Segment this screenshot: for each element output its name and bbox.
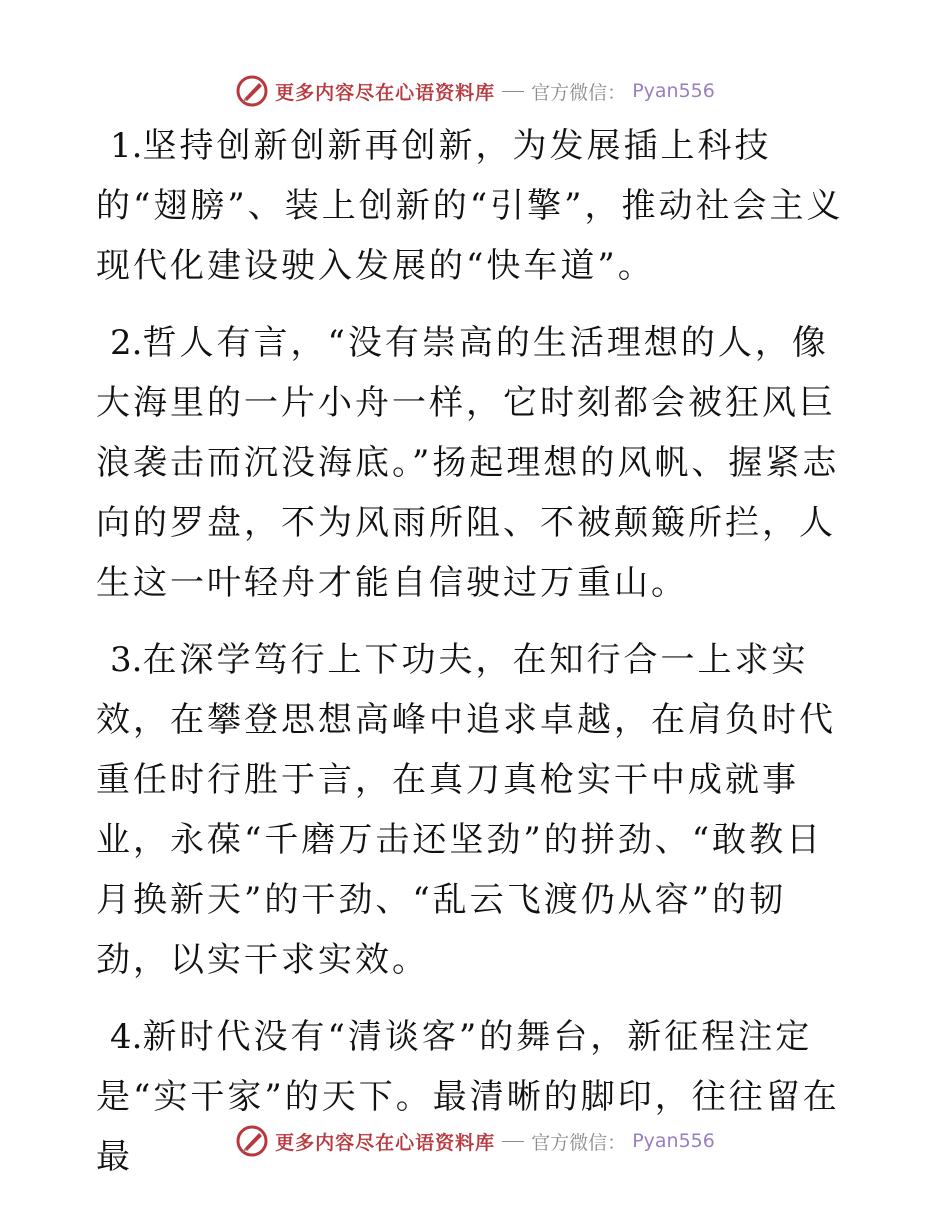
paragraph-number: 2. — [110, 323, 143, 363]
wechat-label: 官方微信： — [531, 81, 627, 104]
paragraph-4 — [96, 1007, 856, 1187]
header-watermark — [0, 74, 950, 108]
paragraph-number: 1. — [110, 126, 143, 166]
document-body — [96, 116, 856, 1204]
paragraph-text: 坚持创新创新再创新，为发展插上科技的“翅膀”、装上创新的“引擎”，推动社会主义现代化建设驶入发展的“快车道”。 — [96, 126, 844, 286]
brand-name: 更多内容尽在心语资料库 — [275, 81, 496, 104]
quill-pen-logo-icon — [235, 1124, 269, 1158]
paragraph-1 — [96, 116, 856, 296]
paragraph-3 — [96, 630, 856, 990]
brand-name: 更多内容尽在心语资料库 — [275, 1131, 496, 1154]
paragraph-number: 3. — [110, 640, 143, 680]
paragraph-text: 新时代没有“清谈客”的舞台，新征程注定是“实干家”的天下。最清晰的脚印，往往留在最 — [96, 1017, 840, 1177]
wechat-label: 官方微信： — [531, 1131, 627, 1154]
quill-pen-logo-icon — [235, 74, 269, 108]
footer-watermark — [0, 1124, 950, 1158]
paragraph-2 — [96, 313, 856, 613]
brand-dash — [502, 91, 524, 92]
wechat-id: Pyan556 — [632, 80, 715, 102]
paragraph-number: 4. — [110, 1017, 143, 1057]
brand-dash — [502, 1141, 524, 1142]
wechat-id: Pyan556 — [632, 1130, 715, 1152]
paragraph-text: 在深学笃行上下功夫，在知行合一上求实效，在攀登思想高峰中追求卓越，在肩负时代重任时行胜于言，在真刀真枪实干中成就事业，永葆“千磨万击还坚劲”的拼劲、“敢教日月换新天”的干劲、“乱云飞渡仍从容”的韧劲，以实干求实效。 — [96, 640, 836, 980]
paragraph-text: 哲人有言，“没有崇高的生活理想的人，像大海里的一片小舟一样，它时刻都会被狂风巨浪袭击而沉没海底。”扬起理想的风帆、握紧志向的罗盘，不为风雨所阻、不被颠簸所拦，人生这一叶轻舟才能自信驶过万重山。 — [96, 323, 840, 603]
